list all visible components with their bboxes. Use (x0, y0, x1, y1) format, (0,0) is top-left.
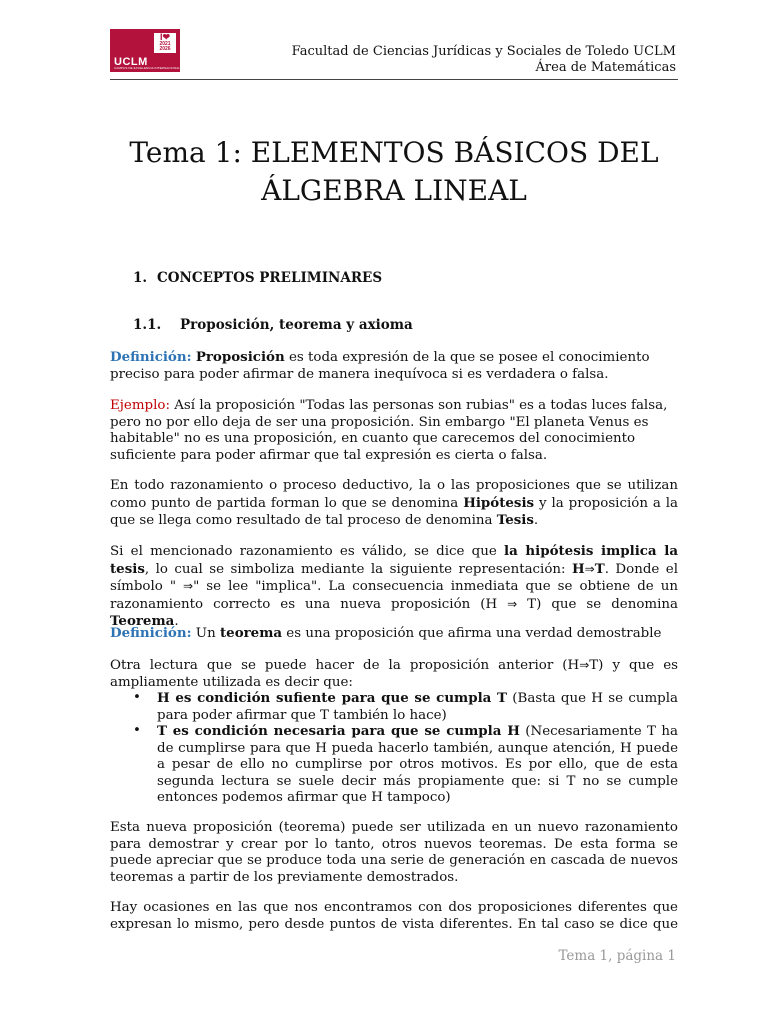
text-run: . (174, 614, 179, 629)
definition-label: Definición: (110, 625, 192, 641)
text-run: . Donde el símbolo " (110, 561, 678, 594)
list-item-bold: H es condición sufiente para que se cumpla T (157, 690, 508, 706)
logo-seal-years: 2021 2026 (159, 41, 171, 52)
page-footer: Tema 1, página 1 (558, 948, 676, 964)
implies-arrow-icon: ⇒ (579, 658, 590, 672)
logo-text: UCLM (114, 56, 148, 68)
definition-term: Proposición (195, 349, 285, 365)
list-item-text (157, 723, 678, 807)
definition-label: Definición: (110, 349, 192, 365)
text-run: es una proposición que afirma una verdad demostrable (282, 626, 662, 641)
section-heading (133, 270, 382, 286)
bullet-icon: • (133, 723, 141, 738)
term-implica: la hipótesis implica la tesis (110, 543, 678, 577)
title-line-1: Tema 1: ELEMENTOS BÁSICOS DEL (129, 136, 659, 169)
term-tesis: Tesis (496, 512, 534, 528)
header-area: Área de Matemáticas (535, 60, 676, 75)
text-run: Otra lectura que se puede hacer de la proposición anterior (H (110, 658, 580, 673)
section-title: CONCEPTOS PRELIMINARES (157, 270, 383, 286)
symbol-t: T (594, 560, 605, 577)
paragraph-hipotesis (110, 478, 678, 530)
text-run: En todo razonamiento o proceso deductivo, la o las proposiciones que se utilizan como punto de partida forman lo que se denomina (110, 478, 678, 511)
header-faculty: Facultad de Ciencias Jurídicas y Sociales de Toledo UCLM (291, 44, 676, 59)
uclm-logo (110, 29, 180, 72)
implies-arrow-icon: ⇒ (584, 561, 595, 576)
definition-teorema (110, 625, 678, 643)
subsection-title: Proposición, teorema y axioma (180, 317, 413, 333)
term-teorema: Teorema (110, 613, 175, 629)
paragraph-hay-ocasiones: Hay ocasiones en las que nos encontramos con dos proposiciones diferentes que expresan lo mismo, pero desde puntos de vista diferentes. En tal caso se dice que (110, 900, 678, 932)
definition-text: es toda expresión de la que se posee el conocimiento preciso para poder afirmar de manera inequívoca si es verdadera o falsa. (110, 350, 650, 382)
example-text: Así la proposición "Todas las personas son rubias" es a todas luces falsa, pero no por ello deja de ser una proposición. Sin embargo "El planeta Venus es habitable" no es una proposición, en cuanto que carecemos del conocimiento suficiente para poder afirmar que tal expresión es cierta o falsa. (110, 398, 668, 463)
paragraph-nueva: Esta nueva proposición (teorema) puede ser utilizada en un nuevo razonamiento para demostrar y crear por lo tanto, otros nuevos teoremas. De esta forma se puede apreciar que se produce toda una serie de generación en cascada de nuevos teoremas a partir de los previamente demostrados. (110, 820, 678, 885)
text-run: , lo cual se simboliza mediante la siguiente representación: (144, 561, 572, 577)
example-paragraph (110, 398, 678, 464)
example-label: Ejemplo: (110, 398, 170, 413)
text-run: . (533, 513, 539, 528)
list-item-bold: T es condición necesaria para que se cumpla H (157, 723, 520, 739)
text-run: Un (191, 626, 220, 641)
logo-seal (154, 33, 176, 53)
logo-seal-mark: I❤ (159, 32, 171, 42)
title-line-2: ÁLGEBRA LINEAL (261, 174, 527, 207)
subsection-number: 1.1. (133, 317, 162, 333)
list-item (133, 723, 678, 807)
symbol-h: H (572, 560, 585, 577)
subsection-heading (133, 317, 413, 333)
text-run: T) que se denomina (517, 596, 678, 612)
text-run: T) y que es ampliamente utilizada es decir que: (110, 658, 678, 690)
paragraph-implica (110, 543, 678, 631)
section-number: 1. (133, 270, 148, 286)
header-divider (110, 79, 678, 80)
text-run: (Basta que H se cumpla para poder afirmar que T también lo hace) (157, 691, 678, 723)
definition-proposicion (110, 349, 678, 383)
text-run: Si el mencionado razonamiento es válido, se dice que (110, 544, 504, 559)
logo-tagline: CAMPUS DE EXCELENCIA INTERNACIONAL (114, 66, 181, 70)
text-run: (Necesariamente T ha de cumplirse para que H pueda hacerlo también, aunque atención, H puede a pesar de ello no cumplirse por otros motivos. Es por ello, que de esta segunda lectura se suele decir más propiamente que: si T no se cumple entonces podemos afirmar que H tampoco) (157, 724, 678, 805)
implies-arrow-icon: ⇒ (183, 579, 194, 593)
term-hipotesis: Hipótesis (463, 494, 535, 511)
text-run: " se lee "implica". La consecuencia inmediata que se obtiene de un razonamiento correcto es una nueva proposición (H (110, 579, 678, 612)
list-item (133, 690, 678, 724)
implies-arrow-icon: ⇒ (507, 596, 518, 611)
list-item-text (157, 690, 678, 724)
definition-term: teorema (219, 625, 283, 641)
paragraph-lectura (110, 657, 678, 691)
text-run: y la proposición a la que se llega como resultado de tal proceso de denomina (110, 495, 679, 528)
bullet-icon: • (133, 690, 141, 705)
document-title (110, 134, 678, 210)
